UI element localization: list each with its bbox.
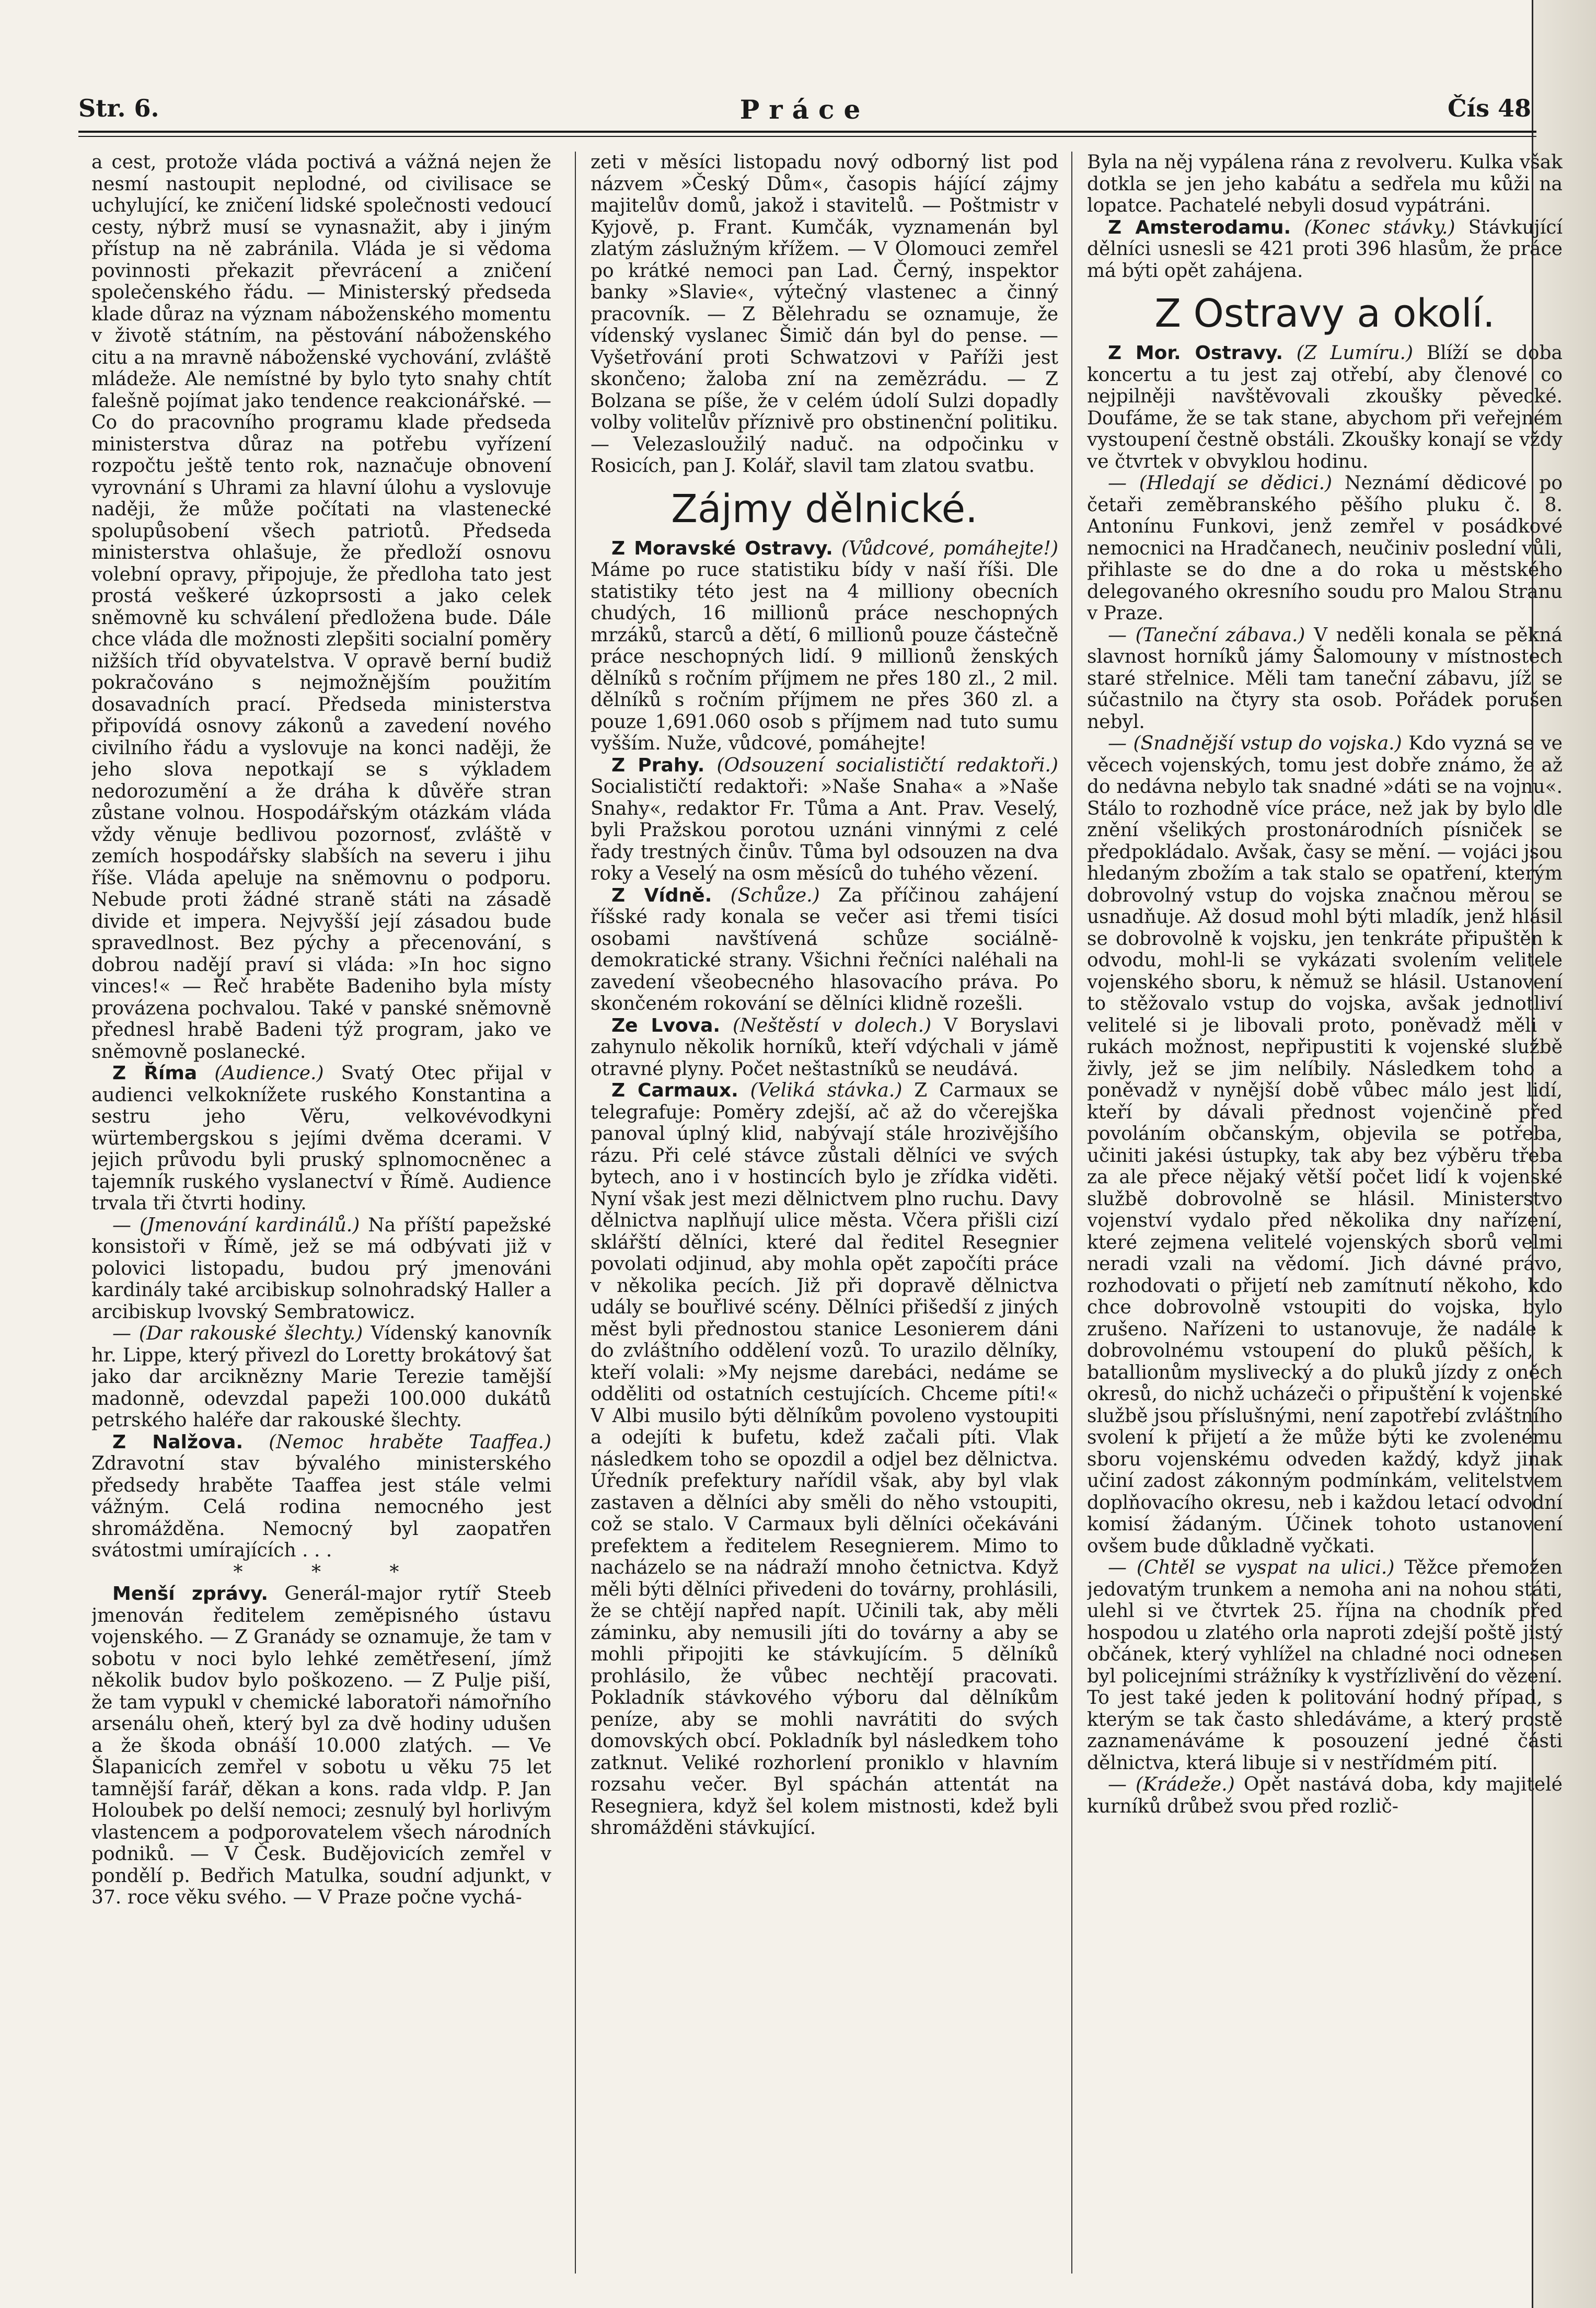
news-item-moravska-ostrava: Z Moravské Ostravy. (Vůdcové, pomáhejte!) Máme po ruce statistiku bídy v naší říši. Dle statistiky této jest na 4 milliony obecních chudých, 16 millionů práce neschopných mrzáků, starců a dětí, 6 millionů pouze částečně práce neschopných lidí. 9 millionů ženských dělníků s ročním příjmem ne přes 180 zl., 2 mil. dělníků s ročním příjmem ne přes 360 zl. a pouze 1,691.060 osob s příjmem nad tuto sumu vyšším. Nuže, vůdcové, pomáhejte! xyxy=(591,537,1058,754)
news-item-tanecni-zabava: — (Taneční zábava.) V neděli konala se pěkná slavnost horníků jámy Šalomouny v místnostech staré střelnice. Měli tam taneční zábavu, jíž se súčastnilo na čtyry sta osob. Pořádek porušen nebyl. xyxy=(1087,624,1563,733)
news-item-viden: Z Vídně. (Schůze.) Za příčinou zahájení říšské rady konala se večer asi třemi tisíci osobami navštívená schůze sociálně-demokratické strany. Všichni řečníci naléhali na zavedení všeobecného hlasovacího práva. Po skončeném rokování se dělníci klidně rozešli. xyxy=(591,884,1058,1014)
news-item-amsterodam: Z Amsterodamu. (Konec stávky.) Stávkující dělníci usnesli se 421 proti 396 hlasům, že práce má býti opět zahájena. xyxy=(1087,216,1563,282)
column-divider xyxy=(575,152,576,2274)
newspaper-title: Práce xyxy=(739,94,870,125)
section-title-z-ostravy: Z Ostravy a okolí. xyxy=(1154,291,1495,336)
news-item-mensi-zpravy: Menší zprávy. Generál-major rytíř Steeb jmenován ředitelem zeměpisného ústavu vojenského. — Z Granády se oznamuje, že tam v sobotu v noci bylo lehké zemětřesení, jímž několik budov bylo poškozeno. — Z Pulje piší, že tam vypukl v chemické laboratoři námořního arsenálu oheň, který byl za dvě hodiny udušen a že škoda obnáší 10.000 zlatých. — Ve Šlapanicích zemřel v sobotu u věku 75 let tamnější farář, děkan a kons. rada vldp. P. Jan Holoubek po delší nemoci; zesnulý byl horlivým vlastencem a podporovatelem všech národních podniků. — V Česk. Budějovicích zemřel v pondělí p. Bedřich Matulka, soudní adjunkt, v 37. roce věku svého. — V Praze počne vychá- xyxy=(91,1583,551,1908)
column-1 xyxy=(91,152,551,2274)
news-item-lvov: Ze Lvova. (Neštěstí v dolech.) V Boryslavi zahynulo několik horníků, kteří vdýchali v jámě otravné plyny. Počet neštastníků se neudává. xyxy=(591,1014,1058,1080)
news-item-mor-ostrava: Z Mor. Ostravy. (Z Lumíru.) Blíží se doba koncertu a tu jest zaj otřebí, aby členové co nejpilněji navštěvovali zkoušky pěvecké. Doufáme, že se tak stane, abychom při veřejném vystoupení čestně obstáli. Zkoušky konají se vždy ve čtvrtek v obvyklou hodinu. xyxy=(1087,342,1563,472)
section-stars: * * * xyxy=(233,1561,431,1583)
news-item-ulice: — (Chtěl se vyspat na ulici.) Těžce přemožen jedovatým trunkem a nemoha ani na nohou státi, ulehl si ve čtvrtek 25. října na chodník před hospodou u zlatého orla naproti zdejší poště jistý občánek, který vyhlížel na chladné noci odnesen byl policejními strážníky k vystřízlivění do vězení. To jest také jeden k politování hodný případ, s kterým se tak často shledáváme, a který prostě zaznamenáváme k posouzení jedné části dělnictva, která libuje si v nestřídmém pití. xyxy=(1087,1557,1563,1774)
page-number: Str. 6. xyxy=(78,94,159,122)
issue-number: Čís 48 xyxy=(1447,94,1531,122)
news-item-nalzov: Z Nalžova. (Nemoc hraběte Taaffea.) Zdravotní stav bývalého ministerského předsedy hraběte Taaffea jest stále velmi vážným. Celá rodina nemocného jest shromážděna. Nemocný byl zaopatřen svátostmi umírajících . . . xyxy=(91,1431,551,1561)
news-item-rima: Z Říma (Audience.) Svatý Otec přijal v audienci velkoknížete ruského Konstantina a sestru jeho Věru, velkovévodkyni würtembergskou s jejími dvěma dcerami. V jejich průvodu byli pruský splnomocněnec a tajemník ruského vyslanectví v Římě. Audience trvala tři čtvrti hodiny. xyxy=(91,1063,551,1214)
section-title-zajmy-delnicke: Zájmy dělnické. xyxy=(671,486,978,532)
column-divider xyxy=(1071,152,1072,2274)
article-text: a cest, protože vláda poctivá a vážná nejen že nesmí nastoupit neplodné, od civilisace se uchylující, ke zničení lidské společnosti vedoucí cesty, nýbrž musí se vynasnažit, aby i jiným přístup na ně zabránila. Vláda je si vědoma povinnosti překazit převrácení a zničení společenského řádu. — Ministerský předseda klade důraz na význam náboženského momentu v životě státním, na pěstování náboženského citu a na mravně náboženské vychování, zvláště mládeže. Ale nemístné by bylo tyto snahy chtít falešně pojímat jako tendence reakcionářské. — Co do pracovního programu klade předseda ministerstva důraz na potřebu vyřízení rozpočtu ještě tento rok, naznačuje obnovení vyrovnání s Uhrami za hlavní úlohu a vyslovuje naději, že může počítati na vlastenecké spolupůsobení všech patriotů. Předseda ministerstva ohlašuje, že předloží osnovu volební opravy, připojuje, že předloha tato jest prostá veškeré úzkoprsosti a jako celek sněmovně ku schválení předložena bude. Dále chce vláda dle možnosti zlepšiti socialní poměry nižších tříd obyvatelstva. V opravě berní budiž pokračováno s nejmožnějším použitím dosavadních prací. Předseda ministerstva připovídá osnovy zákonů a zavedení nového civilního řádu a vyslovuje na konci naději, že jeho slova nepotkají se s výkladem nedorozumění a že dráha k důvěře stran zůstane volnou. Hospodářským otázkám vláda vždy věnuje bedlivou pozornosť, zvláště v zemích hospodářsky slabších na severu i jihu říše. Vláda apeluje na sněmovnu o podporu. Nebude proti žádné straně státi na zásadě divide et impera. Nejvyšší její zásadou bude spravedlnost. Bez pýchy a přecenování, s dobrou nadějí praví si vláda: »In hoc signo vinces!« — Řeč hraběte Badeniho byla místy provázena pochvalou. Také v panské sněmovně přednesl hrabě Badeni týž program, jako ve sněmovně poslanecké. xyxy=(91,152,551,1063)
page-header xyxy=(78,94,1531,131)
news-item-dar: — (Dar rakouské šlechty.) Vídenský kanovník hr. Lippe, který přivezl do Loretty brokátový šat jako dar arciknězny Marie Terezie tamější madonně, odevzdal papeži 100.000 dukátů petrského haléře dar rakouské šlechty. xyxy=(91,1323,551,1431)
news-item-carmaux: Z Carmaux. (Veliká stávka.) Z Carmaux se telegrafuje: Poměry zdejší, ač až do včerejška panoval úplný klid, nabývají stále hrozivějšího rázu. Při celé stávce zůstali dělníci ve svých bytech, ano i v hostincích bylo je zřídka viděti. Nyní však jest mezi dělnictvem plno ruchu. Davy dělnictva naplňují ulice města. Včera přišli cizí sklářští dělníci, které dal ředitel Resegnier povolati odjinud, aby mohla opět započíti práce v několika pecích. Již při dopravě dělnictva udály se bouřlivé scény. Dělníci přišedší z jiných měst byli přednostou stanice Lesonierem dáni do zvláštního oddělení vozů. To urazilo dělníky, kteří volali: »My nejsme darebáci, nedáme se odděliti od ostatních cestujících. Chceme píti!« V Albi musilo býti dělníkům povoleno vystoupiti a odejíti k bufetu, kdež začali píti. Vlak následkem toho se opozdil a odjel bez dělnictva. Úředník prefektury nařídil však, aby byl vlak zastaven a dělníci aby směli do něho vstoupiti, což se stalo. V Carmaux byli dělníci očekáváni prefektem a ředitelem Resegnierem. Mimo to nacházelo se na nádraží mnoho četnictva. Když měli býti dělníci přivedeni do továrny, prohlásili, že se chtějí napřed napít. Učinili tak, aby měli záminku, aby nemusili jíti do továrny a aby se mohli připojiti ke stávkujícím. 5 dělníků prohlásilo, že vůbec nechtějí pracovati. Pokladník stávkového výboru dal dělníkům peníze, aby se mohli navrátiti do svých domovských obcí. Pokladník byl následkem toho zatknut. Veliké rozhorlení proniklo v hlavním rozsahu večer. Byl spáchán attentát na Resegniera, když šel kolem mistnosti, kdež byli shromážděni stávkující. xyxy=(591,1080,1058,1839)
news-item-vojsko: — (Snadnější vstup do vojska.) Kdo vyzná se ve věcech vojenských, tomu jest dobře známo, že až do nedávna nebylo tak snadné »dáti se na vojnu«. Stálo to rozhodně více práce, než jak by bylo dle znění všelikých prostonárodních písniček se předpokládalo. Avšak, časy se mění. — vojáci jsou hledaným zbožím a tak stalo se opatření, kterým dobrovolný vstup do vojska značnou měrou se usnadňuje. Až dosud mohl býti mladík, jenž hlásil se dobrovolně k vojsku, jen tenkráte připuštěn k odvodu, mohl-li se vykázati svolením velitele vojenského sboru, k němuž se hlásil. Ustanovení to stěžovalo vstup do vojska, avšak jednotliví velitelé si je libovali proto, poněvadž měli v rukách možnost, nepřipustiti k vojenské službě živly, jež se jim nelíbily. Následkem toho a poněvadž v nynější době vůbec málo jest lidí, kteří by dávali přednost vojenčině před povoláním občanským, objevila se potřeba, učiniti jakési ústupky, tak aby bez výběru třeba za ale přece nějaký větší počet lidí k vojenské službě dobrovolně se hlásil. Ministerstvo vojenství vydalo před několika dny nařízení, které zejmena velitelé vojenských sborů velmi neradi vzali na vědomí. Jich dávné právo, rozhodovati o přijetí neb zamítnutí někoho, kdo chce dobrovolně vstoupiti do vojska, bylo zrušeno. Nařízeni to ustanovuje, že nadále k dobrovolnému vstoupení do pluků pěších, k batallionům myslivecký a do pluků jízdy z oněch okresů, do nichž ucházeči o připuštění k vojenské službě jsou příslušnými, není zapotřebí zvláštního svolení k přijetí a že může býti ke zvolenému sboru vojenskému odveden každý, když jinak učiní zadost zákonným podmínkám, velitelstvem doplňovacího okresu, neb i každou letací odvodní komisí žádaným. Účinek tohoto ustanovení ovšem bude důkladně vyčkati. xyxy=(1087,733,1563,1557)
column-2 xyxy=(591,152,1058,2274)
news-item-kradeze: — (Krádeže.) Opět nastává doba, kdy majitelé kurníků drůbež svou před rozlič- xyxy=(1087,1774,1563,1817)
article-text: Byla na něj vypálena rána z revolveru. Kulka však dotkla se jen jeho kabátu a sedřela mu kůži na lopatce. Pachatelé nebyli dosud vypátráni. xyxy=(1087,152,1563,216)
header-rule xyxy=(78,131,1536,137)
news-item-kardinalove: — (Jmenování kardinálů.) Na příští papežské konsistoři v Římě, jež se má odbývati již v polovici listopadu, budou prý jmenováni kardinály také arcibiskup solnohradský Haller a arcibiskup lvovský Sembratowicz. xyxy=(91,1214,551,1323)
news-item-dedici: — (Hledají se dědici.) Neznámí dědicové po četaři zeměbranského pěšího pluku č. 8. Antonínu Funkovi, jenž zemřel v posádkové nemocnici na Hradčanech, neučiniv poslední vůli, přihlaste se do dne a do roka u městského delegovaného okresního soudu pro Malou Stranu v Praze. xyxy=(1087,472,1563,624)
column-3 xyxy=(1087,152,1563,2274)
article-text: zeti v měsíci listopadu nový odborný list pod názvem »Český Dům«, časopis hájící zájmy majitelův domů, jakož i stavitelů. — Poštmistr v Kyjově, p. Frant. Kumčák, vyznamenán byl zlatým záslužným křížem. — V Olomouci zemřel po krátké nemoci pan Lad. Černý, inspektor banky »Slavie«, výtečný vlastenec a činný pracovník. — Z Bělehradu se oznamuje, že vídenský vyslanec Šimič dán byl do pense. — Vyšetřování proti Schwatzovi v Paříži jest skončeno; žaloba zní na zemězrádu. — Z Bolzana se píše, že v celém údolí Sulzi dopadly volby volitelův příznivě pro obstinenční politiku. — Velezasloužilý naduč. na odpočinku v Rosicích, pan J. Kolář, slavil tam zlatou svatbu. xyxy=(591,152,1058,477)
news-item-praha: Z Prahy. (Odsouzení socialističtí redaktoři.) Socialističtí redaktoři: »Naše Snaha« a »Naše Snahy«, redaktor Fr. Tůma a Ant. Prav. Veselý, byli Pražskou porotou uznáni vinnými z celé řady trestných činův. Tůma byl odsouzen na dva roky a Veselý na osm měsíců do tuhého vězení. xyxy=(591,754,1058,884)
